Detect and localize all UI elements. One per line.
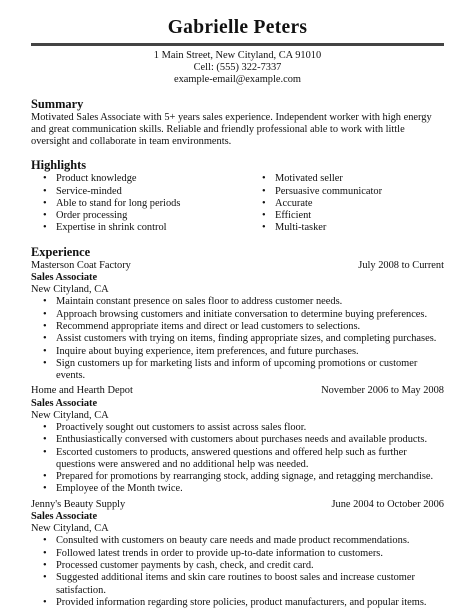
highlight-item: • Product knowledge <box>31 173 250 185</box>
highlight-item: • Service-minded <box>31 186 250 198</box>
job-header <box>31 385 444 397</box>
job-entry <box>31 499 444 609</box>
highlights-left-column <box>31 173 250 234</box>
candidate-name: Gabrielle Peters <box>167 17 308 38</box>
highlights-heading: Highlights <box>31 158 87 173</box>
duty-item: • Inquire about buying experience, item preferences, and future purchases. <box>31 346 444 358</box>
duty-item: • Approach browsing customers and initiate conversation to determine buying preferences. <box>31 309 444 321</box>
job-location: New Cityland, CA <box>31 409 109 421</box>
highlight-item: • Persuasive communicator <box>250 186 382 198</box>
duty-item: • Enthusiastically conversed with customers about purchases needs and available products. <box>31 434 444 446</box>
job-location: New Cityland, CA <box>31 284 109 296</box>
job-dates: July 2008 to Current <box>358 259 444 271</box>
job-entry <box>31 385 444 495</box>
summary-heading: Summary <box>31 96 84 111</box>
job-location: New Cityland, CA <box>31 523 109 535</box>
duty-item: • Escorted customers to products, answered questions and offered help such as further questions were answered and no additional help was needed. <box>31 447 444 472</box>
highlights-list <box>31 173 444 234</box>
job-duties <box>31 535 444 609</box>
highlight-item: • Order processing <box>31 210 250 222</box>
company-name: Jenny's Beauty Supply <box>31 498 126 510</box>
job-header <box>31 260 444 272</box>
highlight-item: • Efficient <box>250 210 382 222</box>
cell-phone: Cell: (555) 322-7337 <box>193 62 282 74</box>
highlight-item: • Expertise in shrink control <box>31 222 250 234</box>
highlights-right-column <box>250 173 382 234</box>
contact-block <box>31 50 444 87</box>
duty-item: • Employee of the Month twice. <box>31 483 444 495</box>
duty-item: • Proactively sought out customers to assist across sales floor. <box>31 422 444 434</box>
job-duties <box>31 422 444 496</box>
duty-item: • Assist customers with trying on items, finding appropriate sizes, and completing purchases. <box>31 333 444 345</box>
experience-heading: Experience <box>31 244 91 259</box>
email: example-email@example.com <box>174 74 301 86</box>
duty-item: • Sign customers up for marketing lists and inform of upcoming promotions or customer events. <box>31 358 444 383</box>
company-name: Masterson Coat Factory <box>31 259 131 271</box>
duty-item: • Provided information regarding store policies, product manufacturers, and popular items. <box>31 597 444 609</box>
job-title: Sales Associate <box>31 271 98 283</box>
job-entry <box>31 260 444 383</box>
job-title: Sales Associate <box>31 510 98 522</box>
highlight-item: • Accurate <box>250 198 382 210</box>
address: 1 Main Street, New Cityland, CA 91010 <box>153 50 322 61</box>
duty-item: • Maintain constant presence on sales floor to address customer needs. <box>31 296 444 308</box>
company-name: Home and Hearth Depot <box>31 385 133 397</box>
job-title: Sales Associate <box>31 397 98 409</box>
duty-item: • Consulted with customers on beauty care needs and made product recommendations. <box>31 535 444 547</box>
duty-item: • Prepared for promotions by rearranging stock, adding signage, and retagging merchandise. <box>31 471 444 483</box>
highlight-item: • Able to stand for long periods <box>31 198 250 210</box>
header-divider <box>31 43 444 46</box>
duty-item: • Followed latest trends in order to provide up-to-date information to customers. <box>31 548 444 560</box>
job-duties <box>31 296 444 382</box>
duty-item: • Recommend appropriate items and direct or lead customers to selections. <box>31 321 444 333</box>
duty-item: • Suggested additional items and skin care routines to boost sales and increase customer satisfaction. <box>31 572 444 597</box>
job-dates: June 2004 to October 2006 <box>331 498 444 510</box>
highlight-item: • Multi-tasker <box>250 222 382 234</box>
job-dates: November 2006 to May 2008 <box>321 385 444 397</box>
duty-item: • Processed customer payments by cash, check, and credit card. <box>31 560 444 572</box>
job-header <box>31 499 444 511</box>
summary-text: Motivated Sales Associate with 5+ years sales experience. Independent worker with high energy and great communication skills. Reliable and friendly professional able to work with little oversight and collaborate in team environments. <box>31 111 432 148</box>
highlight-item: • Motivated seller <box>250 173 382 185</box>
